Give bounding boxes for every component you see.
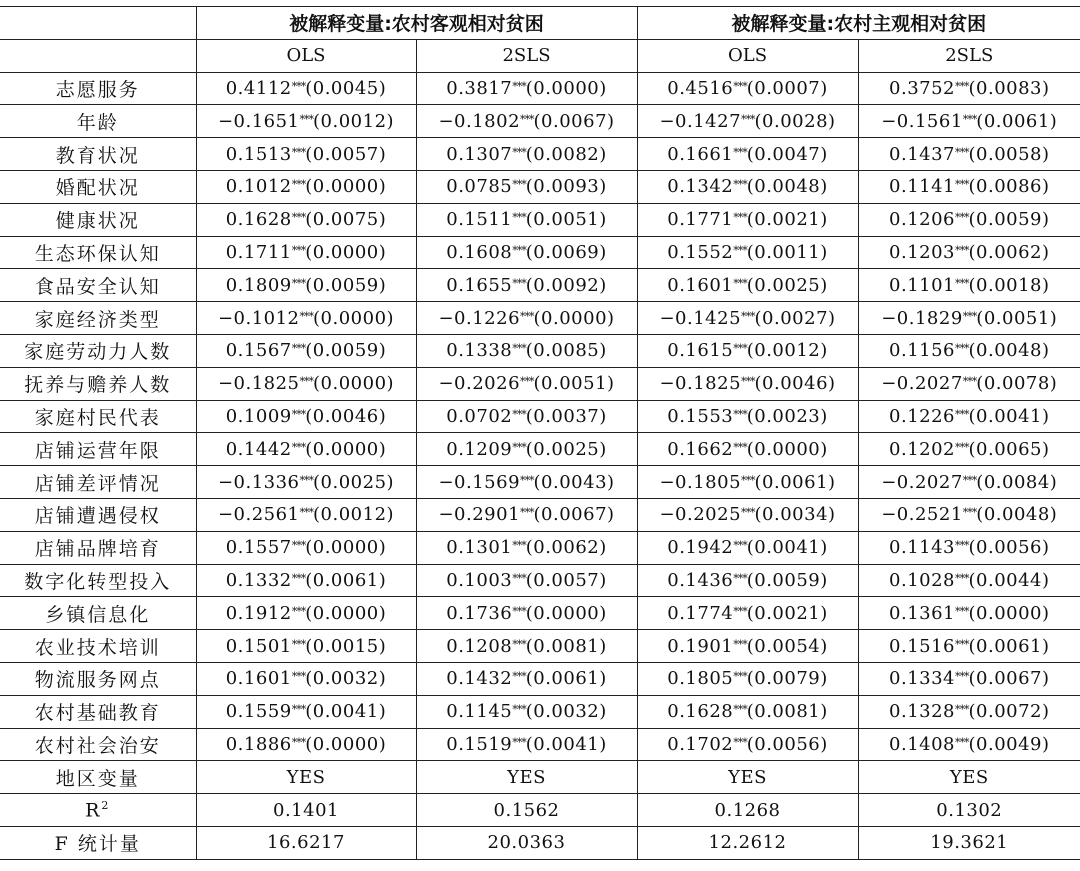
significance-stars: *** <box>512 178 526 192</box>
significance-stars: *** <box>512 703 526 717</box>
table-row <box>0 466 1080 499</box>
significance-stars: *** <box>299 309 314 323</box>
row-label: 食品安全认知 <box>0 269 196 302</box>
coefficient-cell: 0.1519***(0.0041) <box>416 728 637 761</box>
significance-stars: *** <box>520 309 534 323</box>
row-label: 抚养与赡养人数 <box>0 367 196 400</box>
significance-stars: *** <box>299 112 314 126</box>
coefficient-cell: 0.1886***(0.0000) <box>196 728 416 761</box>
significance-stars: *** <box>955 211 969 225</box>
significance-stars: *** <box>955 407 969 421</box>
significance-stars: *** <box>512 407 526 421</box>
coefficient-cell: 0.1203***(0.0062) <box>858 236 1080 269</box>
significance-stars: *** <box>512 571 526 585</box>
significance-stars: *** <box>299 375 314 389</box>
significance-stars: *** <box>733 276 747 290</box>
significance-stars: *** <box>512 539 526 553</box>
significance-stars: *** <box>955 342 969 356</box>
row-label: 农村基础教育 <box>0 695 196 728</box>
significance-stars: *** <box>512 211 526 225</box>
significance-stars: *** <box>962 506 977 520</box>
significance-stars: *** <box>520 375 534 389</box>
significance-stars: *** <box>733 342 747 356</box>
significance-stars: *** <box>955 571 969 585</box>
coefficient-cell: −0.2025***(0.0034) <box>637 498 858 531</box>
significance-stars: *** <box>291 178 306 192</box>
method-header: OLS <box>637 39 858 72</box>
coefficient-cell: 0.1012***(0.0000) <box>196 170 416 203</box>
coefficient-cell: −0.1569***(0.0043) <box>416 466 637 499</box>
coefficient-cell: −0.1561***(0.0061) <box>858 105 1080 138</box>
significance-stars: *** <box>955 440 969 454</box>
coefficient-cell: 0.1501***(0.0015) <box>196 630 416 663</box>
coefficient-cell: −0.2026***(0.0051) <box>416 367 637 400</box>
coefficient-cell: 0.1557***(0.0000) <box>196 531 416 564</box>
significance-stars: *** <box>291 145 306 159</box>
coefficient-cell: 0.1655***(0.0092) <box>416 269 637 302</box>
significance-stars: *** <box>733 243 747 257</box>
coefficient-cell: 0.1442***(0.0000) <box>196 433 416 466</box>
group-header-objective-poverty: 被解释变量:农村客观相对贫困 <box>196 7 637 40</box>
row-label: 家庭劳动力人数 <box>0 334 196 367</box>
significance-stars: *** <box>512 276 526 290</box>
row-label: 店铺遭遇侵权 <box>0 498 196 531</box>
coefficient-cell: 0.1307***(0.0082) <box>416 138 637 171</box>
significance-stars: *** <box>291 604 306 618</box>
significance-stars: *** <box>291 342 306 356</box>
significance-stars: *** <box>512 145 526 159</box>
significance-stars: *** <box>733 211 747 225</box>
table-row <box>0 138 1080 171</box>
significance-stars: *** <box>955 670 969 684</box>
coefficient-cell: 0.1226***(0.0041) <box>858 400 1080 433</box>
row-label: 健康状况 <box>0 203 196 236</box>
coefficient-cell: 0.1559***(0.0041) <box>196 695 416 728</box>
table-row <box>0 728 1080 761</box>
coefficient-cell: 0.1513***(0.0057) <box>196 138 416 171</box>
significance-stars: *** <box>955 604 969 618</box>
significance-stars: *** <box>520 506 534 520</box>
significance-stars: *** <box>741 473 755 487</box>
table-row <box>0 761 1080 794</box>
significance-stars: *** <box>962 375 977 389</box>
significance-stars: *** <box>291 407 306 421</box>
significance-stars: *** <box>733 539 747 553</box>
table-row <box>0 433 1080 466</box>
significance-stars: *** <box>291 539 306 553</box>
significance-stars: *** <box>962 112 977 126</box>
coefficient-cell: 0.3752***(0.0083) <box>858 72 1080 105</box>
row-label: 店铺品牌培育 <box>0 531 196 564</box>
regression-results-table <box>0 6 1080 860</box>
method-header: 2SLS <box>416 39 637 72</box>
significance-stars: *** <box>741 375 755 389</box>
coefficient-cell: 0.4112***(0.0045) <box>196 72 416 105</box>
row-label: 店铺运营年限 <box>0 433 196 466</box>
significance-stars: *** <box>520 473 534 487</box>
coefficient-cell: 0.1361***(0.0000) <box>858 597 1080 630</box>
table-row <box>0 662 1080 695</box>
significance-stars: *** <box>733 440 747 454</box>
row-label: 志愿服务 <box>0 72 196 105</box>
coefficient-cell: −0.1651***(0.0012) <box>196 105 416 138</box>
row-label: 数字化转型投入 <box>0 564 196 597</box>
header-row-groups <box>0 7 1080 40</box>
coefficient-cell: 0.1209***(0.0025) <box>416 433 637 466</box>
significance-stars: *** <box>299 506 314 520</box>
significance-stars: *** <box>512 735 526 749</box>
coefficient-cell: 0.1608***(0.0069) <box>416 236 637 269</box>
coefficient-cell: 0.1711***(0.0000) <box>196 236 416 269</box>
significance-stars: *** <box>512 670 526 684</box>
table-row <box>0 597 1080 630</box>
coefficient-cell: 0.1628***(0.0075) <box>196 203 416 236</box>
significance-stars: *** <box>955 145 969 159</box>
significance-stars: *** <box>291 735 306 749</box>
significance-stars: *** <box>291 243 306 257</box>
significance-stars: *** <box>741 506 755 520</box>
table-row <box>0 695 1080 728</box>
coefficient-cell: 0.1334***(0.0067) <box>858 662 1080 695</box>
significance-stars: *** <box>512 79 526 93</box>
significance-stars: *** <box>733 79 747 93</box>
row-label: 年龄 <box>0 105 196 138</box>
row-label: 物流服务网点 <box>0 662 196 695</box>
group-header-subjective-poverty: 被解释变量:农村主观相对贫困 <box>637 7 1080 40</box>
coefficient-cell: 0.1328***(0.0072) <box>858 695 1080 728</box>
coefficient-cell: YES <box>637 761 858 794</box>
coefficient-cell: 0.1342***(0.0048) <box>637 170 858 203</box>
table-row <box>0 334 1080 367</box>
coefficient-cell: −0.1336***(0.0025) <box>196 466 416 499</box>
coefficient-cell: 0.1702***(0.0056) <box>637 728 858 761</box>
significance-stars: *** <box>955 79 969 93</box>
row-label: $R^2$ <box>0 794 196 827</box>
coefficient-cell: 0.1511***(0.0051) <box>416 203 637 236</box>
coefficient-cell: 0.1615***(0.0012) <box>637 334 858 367</box>
coefficient-cell: 0.1408***(0.0049) <box>858 728 1080 761</box>
significance-stars: *** <box>955 703 969 717</box>
coefficient-cell: 0.4516***(0.0007) <box>637 72 858 105</box>
coefficient-cell: 0.1774***(0.0021) <box>637 597 858 630</box>
coefficient-cell: 0.3817***(0.0000) <box>416 72 637 105</box>
significance-stars: *** <box>955 637 969 651</box>
significance-stars: *** <box>733 145 747 159</box>
coefficient-cell: 0.1301***(0.0062) <box>416 531 637 564</box>
table-row <box>0 236 1080 269</box>
table-body <box>0 72 1080 859</box>
coefficient-cell: −0.1805***(0.0061) <box>637 466 858 499</box>
method-header: OLS <box>196 39 416 72</box>
row-label: 家庭村民代表 <box>0 400 196 433</box>
coefficient-cell: 0.1553***(0.0023) <box>637 400 858 433</box>
row-label: 家庭经济类型 <box>0 302 196 335</box>
significance-stars: *** <box>512 637 526 651</box>
coefficient-cell: −0.1825***(0.0000) <box>196 367 416 400</box>
significance-stars: *** <box>733 703 747 717</box>
significance-stars: *** <box>291 440 306 454</box>
coefficient-cell: −0.1012***(0.0000) <box>196 302 416 335</box>
method-header: 2SLS <box>858 39 1080 72</box>
coefficient-cell: 0.1302 <box>858 794 1080 827</box>
coefficient-cell: 0.1338***(0.0085) <box>416 334 637 367</box>
coefficient-cell: 0.1141***(0.0086) <box>858 170 1080 203</box>
significance-stars: *** <box>512 342 526 356</box>
coefficient-cell: −0.1802***(0.0067) <box>416 105 637 138</box>
significance-stars: *** <box>955 276 969 290</box>
coefficient-cell: YES <box>196 761 416 794</box>
row-label: 乡镇信息化 <box>0 597 196 630</box>
significance-stars: *** <box>291 571 306 585</box>
coefficient-cell: 0.1268 <box>637 794 858 827</box>
significance-stars: *** <box>955 243 969 257</box>
significance-stars: *** <box>733 604 747 618</box>
coefficient-cell: YES <box>858 761 1080 794</box>
coefficient-cell: 0.1662***(0.0000) <box>637 433 858 466</box>
significance-stars: *** <box>955 539 969 553</box>
table-row <box>0 630 1080 663</box>
coefficient-cell: 20.0363 <box>416 826 637 859</box>
coefficient-cell: 0.1332***(0.0061) <box>196 564 416 597</box>
coefficient-cell: 12.2612 <box>637 826 858 859</box>
corner-cell <box>0 7 196 40</box>
row-label: 教育状况 <box>0 138 196 171</box>
coefficient-cell: 0.1805***(0.0079) <box>637 662 858 695</box>
row-label: 生态环保认知 <box>0 236 196 269</box>
table-row <box>0 170 1080 203</box>
coefficient-cell: −0.2561***(0.0012) <box>196 498 416 531</box>
coefficient-cell: YES <box>416 761 637 794</box>
coefficient-cell: 19.3621 <box>858 826 1080 859</box>
table-row <box>0 564 1080 597</box>
significance-stars: *** <box>955 178 969 192</box>
table-row <box>0 498 1080 531</box>
coefficient-cell: 0.1432***(0.0061) <box>416 662 637 695</box>
coefficient-cell: 0.1208***(0.0081) <box>416 630 637 663</box>
coefficient-cell: 0.1401 <box>196 794 416 827</box>
coefficient-cell: 0.1552***(0.0011) <box>637 236 858 269</box>
significance-stars: *** <box>299 473 314 487</box>
table-row <box>0 794 1080 827</box>
table-row <box>0 105 1080 138</box>
row-label: 农业技术培训 <box>0 630 196 663</box>
coefficient-cell: 0.1567***(0.0059) <box>196 334 416 367</box>
coefficient-cell: 0.1562 <box>416 794 637 827</box>
coefficient-cell: 0.1028***(0.0044) <box>858 564 1080 597</box>
coefficient-cell: 0.1003***(0.0057) <box>416 564 637 597</box>
significance-stars: *** <box>741 309 755 323</box>
significance-stars: *** <box>733 571 747 585</box>
coefficient-cell: −0.2027***(0.0084) <box>858 466 1080 499</box>
coefficient-cell: 0.1436***(0.0059) <box>637 564 858 597</box>
coefficient-cell: −0.2027***(0.0078) <box>858 367 1080 400</box>
header-row-methods <box>0 39 1080 72</box>
significance-stars: *** <box>520 112 534 126</box>
significance-stars: *** <box>512 440 526 454</box>
coefficient-cell: 0.1143***(0.0056) <box>858 531 1080 564</box>
coefficient-cell: −0.1425***(0.0027) <box>637 302 858 335</box>
significance-stars: *** <box>733 735 747 749</box>
significance-stars: *** <box>733 637 747 651</box>
coefficient-cell: 0.1156***(0.0048) <box>858 334 1080 367</box>
significance-stars: *** <box>962 309 977 323</box>
significance-stars: *** <box>512 604 526 618</box>
table-row <box>0 203 1080 236</box>
coefficient-cell: −0.1825***(0.0046) <box>637 367 858 400</box>
row-label: 店铺差评情况 <box>0 466 196 499</box>
significance-stars: *** <box>512 243 526 257</box>
significance-stars: *** <box>733 178 747 192</box>
table-row <box>0 367 1080 400</box>
coefficient-cell: 0.1809***(0.0059) <box>196 269 416 302</box>
significance-stars: *** <box>955 735 969 749</box>
row-label: F 统计量 <box>0 826 196 859</box>
coefficient-cell: 0.1145***(0.0032) <box>416 695 637 728</box>
coefficient-cell: 0.1628***(0.0081) <box>637 695 858 728</box>
significance-stars: *** <box>733 670 747 684</box>
coefficient-cell: 0.1206***(0.0059) <box>858 203 1080 236</box>
row-label: 农村社会治安 <box>0 728 196 761</box>
table-row <box>0 826 1080 859</box>
coefficient-cell: −0.1226***(0.0000) <box>416 302 637 335</box>
significance-stars: *** <box>291 637 306 651</box>
table-row <box>0 302 1080 335</box>
coefficient-cell: 0.1771***(0.0021) <box>637 203 858 236</box>
row-label: 地区变量 <box>0 761 196 794</box>
coefficient-cell: 0.1101***(0.0018) <box>858 269 1080 302</box>
coefficient-cell: 0.1661***(0.0047) <box>637 138 858 171</box>
significance-stars: *** <box>962 473 977 487</box>
significance-stars: *** <box>741 112 755 126</box>
table-row <box>0 531 1080 564</box>
coefficient-cell: 0.1601***(0.0032) <box>196 662 416 695</box>
significance-stars: *** <box>291 703 306 717</box>
coefficient-cell: 0.1912***(0.0000) <box>196 597 416 630</box>
significance-stars: *** <box>733 407 747 421</box>
significance-stars: *** <box>291 670 306 684</box>
coefficient-cell: −0.1829***(0.0051) <box>858 302 1080 335</box>
coefficient-cell: 0.1009***(0.0046) <box>196 400 416 433</box>
coefficient-cell: 0.0785***(0.0093) <box>416 170 637 203</box>
corner-cell <box>0 39 196 72</box>
coefficient-cell: 0.1601***(0.0025) <box>637 269 858 302</box>
coefficient-cell: −0.2901***(0.0067) <box>416 498 637 531</box>
significance-stars: *** <box>291 79 306 93</box>
coefficient-cell: 0.1437***(0.0058) <box>858 138 1080 171</box>
coefficient-cell: 0.1202***(0.0065) <box>858 433 1080 466</box>
coefficient-cell: −0.2521***(0.0048) <box>858 498 1080 531</box>
coefficient-cell: 0.1942***(0.0041) <box>637 531 858 564</box>
significance-stars: *** <box>291 211 306 225</box>
table-row <box>0 400 1080 433</box>
significance-stars: *** <box>291 276 306 290</box>
table-row <box>0 269 1080 302</box>
coefficient-cell: 0.1736***(0.0000) <box>416 597 637 630</box>
coefficient-cell: −0.1427***(0.0028) <box>637 105 858 138</box>
coefficient-cell: 16.6217 <box>196 826 416 859</box>
coefficient-cell: 0.1516***(0.0061) <box>858 630 1080 663</box>
coefficient-cell: 0.0702***(0.0037) <box>416 400 637 433</box>
row-label: 婚配状况 <box>0 170 196 203</box>
table-row <box>0 72 1080 105</box>
coefficient-cell: 0.1901***(0.0054) <box>637 630 858 663</box>
